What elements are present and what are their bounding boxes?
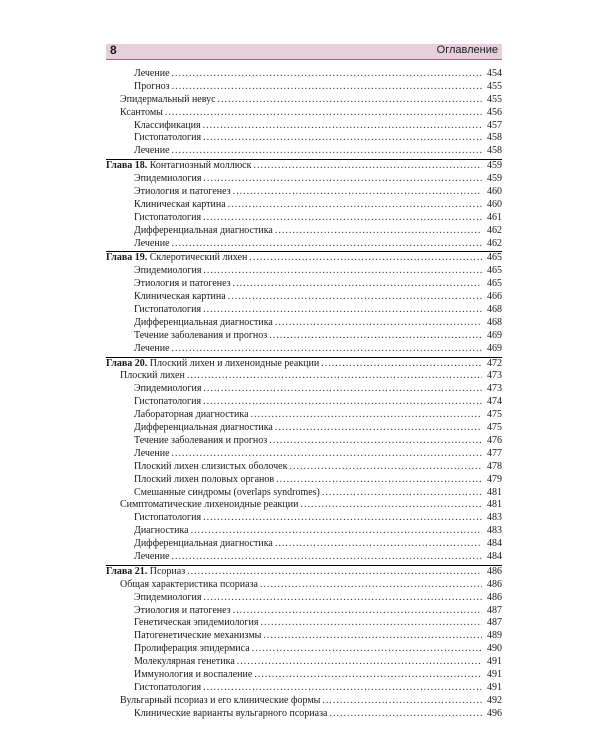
toc-page-number: 473 xyxy=(487,383,502,395)
toc-page-number: 475 xyxy=(487,409,502,421)
toc-entry[interactable] xyxy=(106,81,502,94)
dot-leader xyxy=(260,617,482,630)
toc-entry[interactable] xyxy=(106,525,502,538)
dot-leader xyxy=(276,474,482,487)
toc-entry-label xyxy=(134,383,201,396)
toc-entry-label xyxy=(134,409,249,422)
dot-leader xyxy=(228,199,482,212)
toc-entry-label xyxy=(134,120,201,133)
toc-entry-title: Иммунология и воспаление xyxy=(134,668,253,680)
dot-leader xyxy=(233,278,482,291)
toc-entry-title: Симптоматические лихеноидные реакции xyxy=(120,499,299,511)
toc-entry[interactable] xyxy=(106,605,502,618)
toc-entry[interactable] xyxy=(106,238,502,251)
toc-entry-title: Контагиозный моллюск xyxy=(149,160,252,172)
toc-page-number: 465 xyxy=(487,252,502,264)
toc-entry-title: Гистопатология xyxy=(134,132,202,144)
chapter-number: Глава 20. xyxy=(106,357,148,369)
toc-entry[interactable] xyxy=(106,225,502,238)
toc-entry-label xyxy=(134,304,201,317)
toc-entry-title: Лечение xyxy=(134,237,170,249)
dot-leader xyxy=(203,173,482,186)
toc-entry-title: Прогноз xyxy=(134,80,170,92)
dot-leader xyxy=(203,512,482,525)
toc-entry-title: Клиническая картина xyxy=(134,198,226,210)
toc-entry-label xyxy=(134,132,201,145)
dot-leader xyxy=(275,422,482,435)
toc-entry-label xyxy=(134,435,267,448)
toc-entry[interactable] xyxy=(106,422,502,435)
dot-leader xyxy=(321,358,482,371)
toc-entry-label xyxy=(120,370,185,383)
toc-chapter-entry[interactable] xyxy=(106,566,502,579)
table-of-contents xyxy=(106,68,502,721)
toc-entry-label xyxy=(134,461,287,474)
dot-leader xyxy=(203,132,482,145)
toc-entry-title: Плоский лихен половых органов xyxy=(134,473,275,485)
toc-entry[interactable] xyxy=(106,343,502,356)
toc-entry-label xyxy=(134,173,201,186)
toc-entry[interactable] xyxy=(106,68,502,81)
toc-page-number: 465 xyxy=(487,265,502,277)
dot-leader xyxy=(187,370,482,383)
dot-leader xyxy=(203,396,482,409)
dot-leader xyxy=(251,409,482,422)
dot-leader xyxy=(322,487,482,500)
toc-page-number: 491 xyxy=(487,668,502,680)
toc-entry[interactable] xyxy=(106,291,502,304)
toc-entry[interactable] xyxy=(106,199,502,212)
toc-page-number: 454 xyxy=(487,68,502,79)
toc-entry-label xyxy=(134,538,273,551)
toc-entry-title: Этиология и патогенез xyxy=(134,186,231,198)
dot-leader xyxy=(187,566,482,579)
toc-entry[interactable] xyxy=(106,212,502,225)
toc-entry-label xyxy=(134,225,273,238)
toc-entry-title: Лечение xyxy=(134,550,170,562)
toc-entry-title: Гистопатология xyxy=(134,304,202,316)
toc-entry-title: Смешанные синдромы (overlaps syndromes) xyxy=(134,486,320,498)
toc-entry[interactable] xyxy=(106,304,502,317)
chapter-number: Глава 18. xyxy=(106,160,148,172)
dot-leader xyxy=(172,145,482,158)
toc-entry[interactable] xyxy=(106,145,502,158)
dot-leader xyxy=(252,643,482,656)
dot-leader xyxy=(275,225,482,238)
toc-page-number: 476 xyxy=(487,434,502,446)
toc-page-number: 481 xyxy=(487,499,502,511)
toc-entry-title: Гистопатология xyxy=(134,681,202,693)
toc-entry-label xyxy=(134,551,170,564)
toc-entry[interactable] xyxy=(106,551,502,564)
dot-leader xyxy=(237,656,482,669)
toc-page-number: 487 xyxy=(487,617,502,629)
dot-leader xyxy=(191,525,482,538)
toc-entry-title: Эпидемиология xyxy=(134,383,202,395)
toc-chapter-entry[interactable] xyxy=(106,252,502,265)
toc-page-number: 462 xyxy=(487,237,502,249)
toc-page-number: 472 xyxy=(487,357,502,369)
toc-entry[interactable] xyxy=(106,278,502,291)
toc-page-number: 466 xyxy=(487,291,502,303)
toc-page-number: 483 xyxy=(487,525,502,537)
toc-page-number: 468 xyxy=(487,316,502,328)
toc-page-number: 487 xyxy=(487,604,502,616)
toc-entry-label xyxy=(134,656,235,669)
toc-page-number: 489 xyxy=(487,630,502,642)
dot-leader xyxy=(218,94,482,107)
toc-page-number: 457 xyxy=(487,119,502,131)
toc-entry[interactable] xyxy=(106,630,502,643)
toc-entry-title: Клиническая картина xyxy=(134,291,226,303)
toc-page-number: 486 xyxy=(487,578,502,590)
toc-entry-title: Генетическая эпидемиология xyxy=(134,617,259,629)
toc-entry[interactable] xyxy=(106,173,502,186)
toc-entry-label xyxy=(134,630,261,643)
toc-entry-title: Лечение xyxy=(134,342,170,354)
toc-entry-title: Течение заболевания и прогноз xyxy=(134,434,268,446)
toc-entry[interactable] xyxy=(106,579,502,592)
toc-page-number: 461 xyxy=(487,211,502,223)
toc-entry-title: Лечение xyxy=(134,447,170,459)
toc-entry-label xyxy=(120,695,320,708)
toc-entry[interactable] xyxy=(106,132,502,145)
toc-entry[interactable] xyxy=(106,370,502,383)
toc-entry-label xyxy=(134,186,231,199)
toc-page-number: 468 xyxy=(487,304,502,316)
toc-entry-label xyxy=(106,358,319,371)
dot-leader xyxy=(165,107,482,120)
toc-page-number: 484 xyxy=(487,538,502,550)
toc-entry-label xyxy=(120,94,216,107)
toc-page-number: 491 xyxy=(487,656,502,668)
toc-entry-title: Дифференциальная диагностика xyxy=(134,422,273,434)
toc-page-number: 481 xyxy=(487,486,502,498)
toc-entry-title: Вульгарный псориаз и его клинические формы xyxy=(120,694,321,706)
dot-leader xyxy=(269,435,482,448)
dot-leader xyxy=(203,304,482,317)
dot-leader xyxy=(263,630,482,643)
dot-leader xyxy=(203,682,482,695)
toc-entry-title: Классификация xyxy=(134,119,201,131)
toc-entry-label xyxy=(134,474,274,487)
toc-entry-title: Общая характеристика псориаза xyxy=(120,578,258,590)
dot-leader xyxy=(249,252,482,265)
dot-leader xyxy=(233,186,482,199)
toc-entry-label xyxy=(134,265,201,278)
toc-entry-label xyxy=(134,330,267,343)
toc-entry-title: Плоский лихен и лихеноидные реакции xyxy=(149,357,320,369)
dot-leader xyxy=(253,160,482,173)
toc-entry-label xyxy=(134,68,170,81)
toc-page-number: 460 xyxy=(487,186,502,198)
toc-entry-title: Дифференциальная диагностика xyxy=(134,316,273,328)
toc-entry[interactable] xyxy=(106,383,502,396)
dot-leader xyxy=(254,669,482,682)
toc-entry[interactable] xyxy=(106,461,502,474)
toc-entry-title: Эпидемиология xyxy=(134,265,202,277)
dot-leader xyxy=(269,330,482,343)
toc-entry[interactable] xyxy=(106,94,502,107)
toc-entry-title: Клинические варианты вульгарного псориаза xyxy=(134,707,328,719)
toc-entry-label xyxy=(134,396,201,409)
toc-entry-label xyxy=(106,566,185,579)
toc-chapter-entry[interactable] xyxy=(106,358,502,371)
toc-entry[interactable] xyxy=(106,409,502,422)
toc-entry-title: Этиология и патогенез xyxy=(134,278,231,290)
toc-page-number: 465 xyxy=(487,278,502,290)
toc-entry-label xyxy=(134,145,170,158)
toc-entry-label xyxy=(134,682,201,695)
toc-entry[interactable] xyxy=(106,107,502,120)
toc-entry-title: Диагностика xyxy=(134,525,189,537)
toc-entry-title: Псориаз xyxy=(149,565,186,577)
toc-entry-label xyxy=(134,343,170,356)
dot-leader xyxy=(172,551,482,564)
toc-entry[interactable] xyxy=(106,330,502,343)
toc-page-number: 484 xyxy=(487,550,502,562)
toc-page-number: 459 xyxy=(487,160,502,172)
page-header xyxy=(106,44,502,60)
toc-entry-label xyxy=(134,199,226,212)
dot-leader xyxy=(329,708,482,721)
toc-entry-title: Эпидермальный невус xyxy=(120,93,216,105)
toc-entry-label xyxy=(134,212,201,225)
toc-entry-label xyxy=(134,422,273,435)
toc-entry-label xyxy=(134,669,252,682)
dot-leader xyxy=(172,81,482,94)
toc-entry[interactable] xyxy=(106,396,502,409)
dot-leader xyxy=(172,238,482,251)
header-title: Оглавление xyxy=(436,44,498,56)
toc-entry-label xyxy=(120,499,298,512)
toc-page-number: 475 xyxy=(487,422,502,434)
toc-entry[interactable] xyxy=(106,186,502,199)
toc-entry[interactable] xyxy=(106,682,502,695)
toc-entry[interactable] xyxy=(106,474,502,487)
toc-entry-label xyxy=(134,512,201,525)
toc-entry-label xyxy=(134,278,231,291)
toc-page-number: 473 xyxy=(487,370,502,382)
toc-page-number: 458 xyxy=(487,145,502,157)
toc-entry[interactable] xyxy=(106,617,502,630)
toc-entry-label xyxy=(134,708,327,721)
toc-entry-label xyxy=(134,317,273,330)
toc-page-number: 469 xyxy=(487,329,502,341)
toc-entry-title: Плоский лихен xyxy=(120,370,185,382)
dot-leader xyxy=(228,291,482,304)
toc-page-number: 469 xyxy=(487,342,502,354)
dot-leader xyxy=(275,538,482,551)
toc-entry-label xyxy=(134,81,170,94)
toc-entry-title: Склеротический лихен xyxy=(149,252,248,264)
toc-entry[interactable] xyxy=(106,265,502,278)
toc-page-number: 483 xyxy=(487,512,502,524)
toc-entry-title: Дифференциальная диагностика xyxy=(134,538,273,550)
toc-entry[interactable] xyxy=(106,538,502,551)
toc-page-number: 456 xyxy=(487,106,502,118)
toc-entry-title: Гистопатология xyxy=(134,512,202,524)
toc-entry-title: Эпидемиология xyxy=(134,591,202,603)
dot-leader xyxy=(172,448,482,461)
toc-entry-title: Патогенетические механизмы xyxy=(134,630,262,642)
toc-entry[interactable] xyxy=(106,592,502,605)
toc-entry[interactable] xyxy=(106,448,502,461)
toc-page-number: 455 xyxy=(487,93,502,105)
toc-page-number: 458 xyxy=(487,132,502,144)
toc-entry-label xyxy=(120,107,163,120)
toc-entry-title: Гистопатология xyxy=(134,396,202,408)
toc-page-number: 460 xyxy=(487,198,502,210)
toc-entry-title: Течение заболевания и прогноз xyxy=(134,329,268,341)
dot-leader xyxy=(289,461,482,474)
toc-entry-title: Пролиферация эпидермиса xyxy=(134,643,250,655)
toc-page-number: 474 xyxy=(487,396,502,408)
toc-entry-title: Гистопатология xyxy=(134,211,202,223)
toc-entry[interactable] xyxy=(106,317,502,330)
toc-entry-title: Эпидемиология xyxy=(134,173,202,185)
toc-entry-label xyxy=(134,525,189,538)
toc-entry-label xyxy=(120,579,258,592)
toc-entry[interactable] xyxy=(106,695,502,708)
toc-entry[interactable] xyxy=(106,643,502,656)
dot-leader xyxy=(172,68,482,81)
chapter-number: Глава 21. xyxy=(106,565,148,577)
toc-page-number: 486 xyxy=(487,591,502,603)
dot-leader xyxy=(172,343,482,356)
dot-leader xyxy=(275,317,482,330)
toc-page-number: 491 xyxy=(487,681,502,693)
toc-entry[interactable] xyxy=(106,120,502,133)
toc-entry-label xyxy=(106,160,251,173)
toc-entry[interactable] xyxy=(106,435,502,448)
dot-leader xyxy=(203,383,482,396)
dot-leader xyxy=(203,592,482,605)
toc-entry-label xyxy=(106,252,247,265)
chapter-number: Глава 19. xyxy=(106,252,148,264)
toc-entry[interactable] xyxy=(106,656,502,669)
toc-entry-label xyxy=(134,291,226,304)
toc-page-number: 455 xyxy=(487,80,502,92)
dot-leader xyxy=(322,695,482,708)
toc-page-number: 462 xyxy=(487,224,502,236)
toc-entry[interactable] xyxy=(106,512,502,525)
toc-entry-title: Молекулярная генетика xyxy=(134,656,235,668)
toc-entry-label xyxy=(134,487,320,500)
dot-leader xyxy=(203,120,482,133)
toc-entry[interactable] xyxy=(106,499,502,512)
toc-entry-title: Лабораторная диагностика xyxy=(134,409,249,421)
toc-page-number: 490 xyxy=(487,643,502,655)
toc-entry[interactable] xyxy=(106,669,502,682)
toc-entry-label xyxy=(134,605,231,618)
dot-leader xyxy=(233,605,482,618)
dot-leader xyxy=(203,265,482,278)
dot-leader xyxy=(260,579,482,592)
toc-page-number: 459 xyxy=(487,173,502,185)
toc-entry-title: Ксантомы xyxy=(120,106,163,118)
toc-entry-title: Лечение xyxy=(134,145,170,157)
toc-entry[interactable] xyxy=(106,708,502,721)
page-number: 8 xyxy=(110,43,117,57)
dot-leader xyxy=(203,212,482,225)
toc-page-number: 479 xyxy=(487,473,502,485)
toc-entry-label xyxy=(134,238,170,251)
toc-chapter-entry[interactable] xyxy=(106,160,502,173)
toc-entry-title: Дифференциальная диагностика xyxy=(134,224,273,236)
toc-entry[interactable] xyxy=(106,487,502,500)
toc-entry-label xyxy=(134,617,258,630)
toc-entry-title: Лечение xyxy=(134,68,170,79)
toc-entry-label xyxy=(134,643,250,656)
toc-page-number: 478 xyxy=(487,460,502,472)
toc-page-number: 492 xyxy=(487,694,502,706)
toc-page-number: 496 xyxy=(487,707,502,719)
dot-leader xyxy=(300,499,482,512)
toc-page-number: 486 xyxy=(487,565,502,577)
toc-page-number: 477 xyxy=(487,447,502,459)
toc-entry-title: Этиология и патогенез xyxy=(134,604,231,616)
toc-entry-label xyxy=(134,592,201,605)
toc-entry-title: Плоский лихен слизистых оболочек xyxy=(134,460,288,472)
toc-entry-label xyxy=(134,448,170,461)
